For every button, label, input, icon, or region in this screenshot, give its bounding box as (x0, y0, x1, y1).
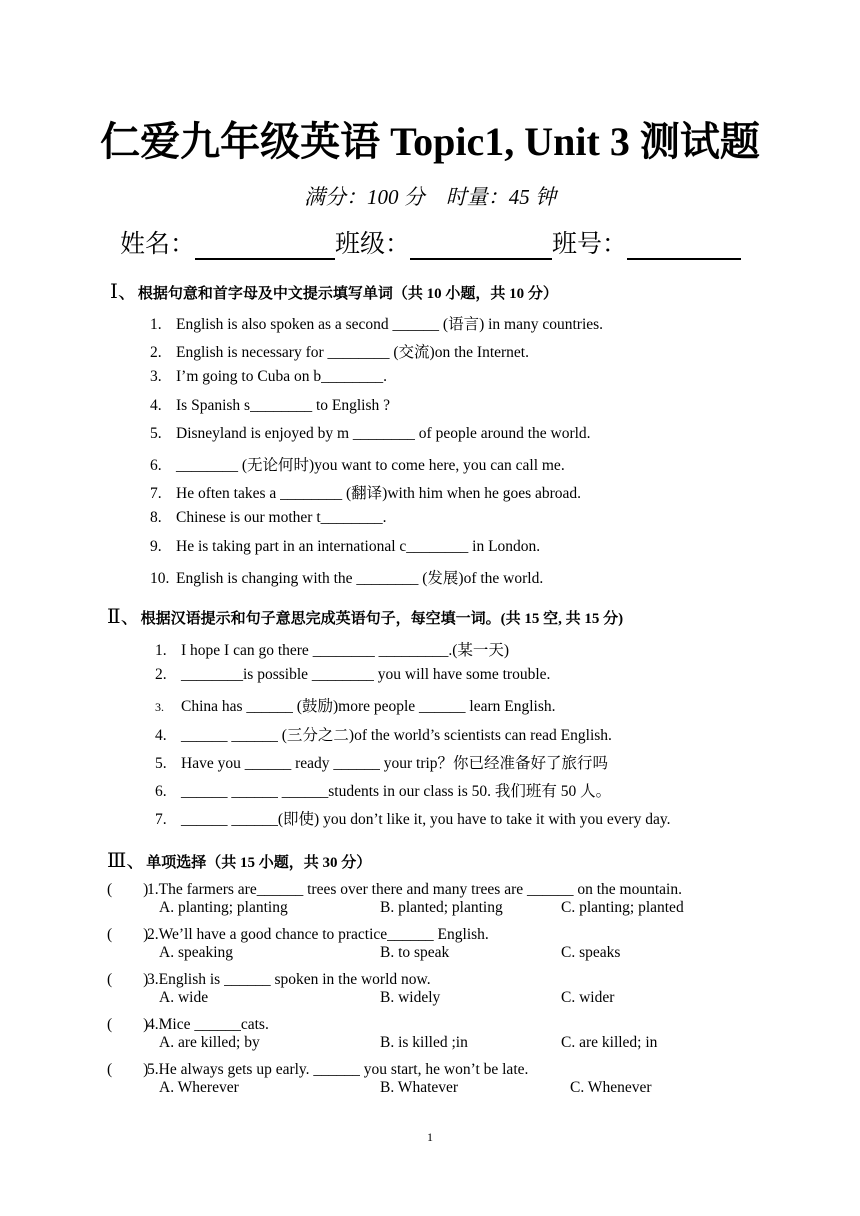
item-number: 7. (150, 485, 162, 503)
page-number: 1 (427, 1130, 433, 1144)
item-number: 1. (155, 642, 167, 659)
mc-question (107, 1057, 528, 1079)
option-b: B. planted; planting (380, 899, 503, 916)
section-1-item (150, 481, 581, 503)
page-title: 仁爱九年级英语 Topic1, Unit 3 测试题 (100, 119, 760, 164)
section-2-heading (107, 600, 623, 629)
section-2-item (155, 638, 509, 660)
item-text: Chinese is our mother t________. (176, 509, 387, 527)
answer-blank[interactable]: ( ) (107, 926, 149, 943)
option-a: A. are killed; by (159, 1034, 260, 1051)
section-3-roman: Ⅲ、 (107, 850, 147, 872)
item-text: I’m going to Cuba on b________. (176, 368, 387, 386)
item-number: 6. (150, 457, 162, 474)
score-time-subtitle: 满分：100 分 时量：45 钟 (304, 185, 556, 209)
name-label: 姓名： (120, 231, 196, 258)
option-c: C. are killed; in (561, 1034, 658, 1051)
question-text: 3.English is ______ spoken in the world now. (147, 971, 431, 988)
item-number: 1. (150, 316, 162, 333)
item-text: ______ ______ (三分之二)of the world’s scientists can read English. (181, 726, 612, 744)
mc-question (107, 1012, 269, 1034)
item-number: 5. (155, 754, 167, 772)
section-1-item (150, 509, 387, 527)
option-a: A. Wherever (159, 1079, 239, 1096)
option-c: C. wider (561, 989, 615, 1006)
option-c: C. planting; planted (561, 899, 684, 916)
mc-question (107, 967, 431, 989)
item-number: 10. (150, 569, 170, 587)
item-text: English is changing with the ________ (发展)of the world. (176, 569, 544, 587)
number-field[interactable] (627, 232, 741, 260)
section-1-item (150, 566, 543, 588)
question-text: 1.The farmers are______ trees over there and many trees are ______ on the mountain. (147, 881, 682, 898)
question-text: 4.Mice ______cats. (147, 1016, 269, 1033)
item-text: I hope I can go there ________ _________.(某一天) (181, 642, 510, 659)
section-1-item (150, 425, 591, 443)
mc-question (107, 877, 682, 899)
item-number: 3. (150, 368, 162, 386)
option-a: A. wide (159, 989, 209, 1006)
item-text: Disneyland is enjoyed by m ________ of people around the world. (176, 424, 591, 442)
section-1-item (150, 453, 565, 475)
item-number: 9. (150, 537, 162, 555)
section-3-heading (107, 844, 371, 873)
item-text: ______ ______(即使) you don’t like it, you have to take it with you every day. (181, 811, 671, 829)
item-text: He is taking part in an international c________ in London. (176, 537, 541, 555)
option-a: A. planting; planting (159, 899, 288, 916)
section-2-item (155, 694, 556, 716)
option-b: B. to speak (380, 944, 450, 961)
item-number: 6. (155, 783, 167, 800)
number-label: 班号： (552, 231, 628, 258)
section-1-item (150, 397, 390, 415)
answer-blank[interactable]: ( ) (107, 881, 149, 898)
item-number: 7. (155, 811, 167, 829)
section-2-item (155, 807, 670, 829)
section-1-roman: Ⅰ、 (110, 281, 138, 303)
name-field[interactable] (195, 232, 335, 260)
question-text: 2.We’ll have a good chance to practice______ English. (147, 926, 489, 943)
section-1-heading (110, 275, 558, 304)
section-1-title: 根据句意和首字母及中文提示填写单词（共 10 小题，共 10 分） (137, 286, 558, 302)
answer-blank[interactable]: ( ) (107, 1061, 149, 1078)
item-text: ________ (无论何时)you want to come here, you can call me. (176, 457, 565, 474)
section-2-item (155, 779, 611, 801)
section-2-item (155, 723, 612, 745)
item-number: 2. (155, 666, 167, 684)
section-3-title: 单项选择（共 15 小题，共 30 分） (146, 855, 372, 871)
section-2-item (155, 751, 608, 773)
item-text: English is necessary for ________ (交流)on the Internet. (176, 344, 529, 362)
section-1-item (150, 340, 529, 362)
item-number: 3. (155, 700, 164, 715)
option-a: A. speaking (159, 944, 234, 961)
item-text: He often takes a ________ (翻译)with him when he goes abroad. (176, 485, 582, 503)
class-field[interactable] (410, 232, 552, 260)
item-number: 4. (150, 396, 162, 414)
answer-blank[interactable]: ( ) (107, 971, 149, 988)
section-1-item (150, 312, 603, 334)
option-b: B. Whatever (380, 1079, 459, 1096)
item-text: Is Spanish s________ to English ? (176, 396, 390, 414)
mc-question (107, 922, 489, 944)
section-2-title: 根据汉语提示和句子意思完成英语句子，每空填一词。(共 15 空, 共 15 分) (140, 611, 624, 627)
item-text: ________is possible ________ you will have some trouble. (181, 666, 551, 684)
class-label: 班级： (335, 231, 411, 258)
item-text: ______ ______ ______students in our class is 50. 我们班有 50 人。 (181, 783, 612, 800)
section-2-roman: Ⅱ、 (107, 606, 141, 628)
item-text: Have you ______ ready ______ your trip？你已经准备好了旅行吗 (181, 754, 609, 772)
option-c: C. Whenever (570, 1079, 652, 1096)
item-text: English is also spoken as a second ______ (语言) in many countries. (176, 316, 604, 333)
section-2-item (155, 666, 550, 684)
option-b: B. is killed ;in (380, 1034, 468, 1051)
section-1-item (150, 368, 387, 386)
option-c: C. speaks (561, 944, 621, 961)
answer-blank[interactable]: ( ) (107, 1016, 149, 1033)
item-text: China has ______ (鼓励)more people ______ learn English. (181, 698, 556, 716)
item-number: 4. (155, 726, 167, 744)
item-number: 8. (150, 509, 162, 527)
section-1-item (150, 538, 540, 556)
item-number: 2. (150, 344, 162, 362)
question-text: 5.He always gets up early. ______ you start, he won’t be late. (147, 1061, 529, 1078)
item-number: 5. (150, 424, 162, 442)
option-b: B. widely (380, 989, 441, 1006)
student-info-line (120, 224, 741, 260)
